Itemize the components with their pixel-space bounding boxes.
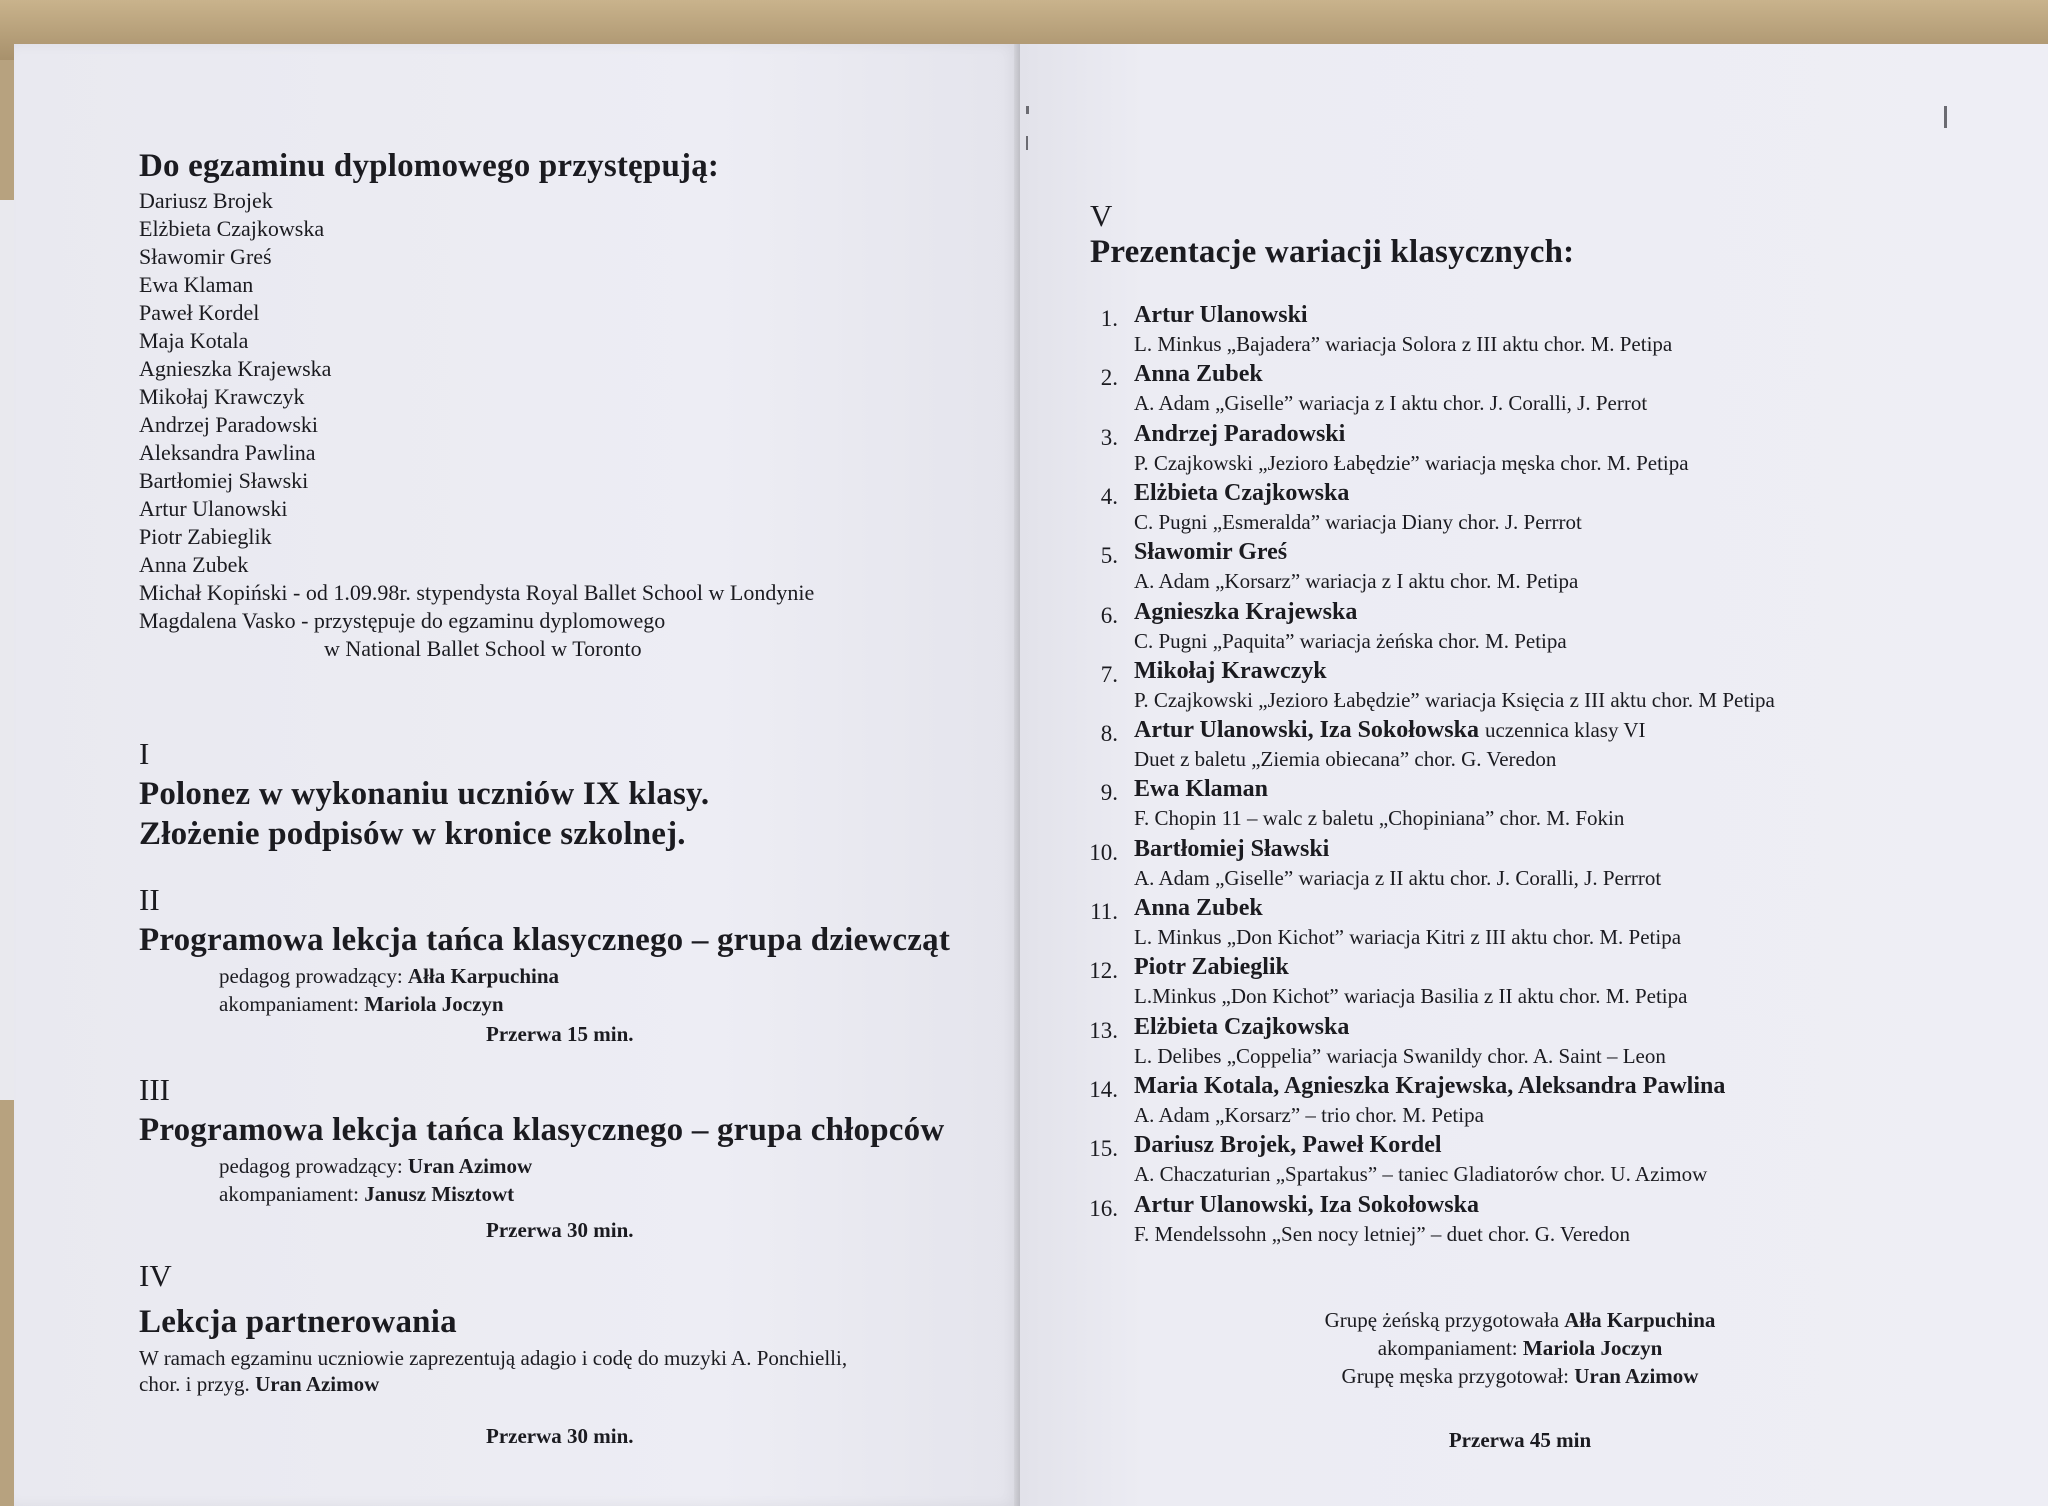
variation-number: 4. [1100,484,1118,509]
variation-piece: L. Minkus „Bajadera” wariacja Solora z III aktu chor. M. Petipa [1134,332,1673,356]
teacher-name: Ałła Karpuchina [407,964,560,988]
accompanist-name: Janusz Misztowt [364,1182,515,1206]
variation-piece: P. Czajkowski „Jezioro Łabędzie” wariacja Księcia z III aktu chor. M Petipa [1134,688,1775,712]
variation-performer-line [1134,776,1268,803]
performer-name: Elżbieta Czajkowska [1134,480,1350,506]
teacher-line [219,1154,532,1179]
section-ii-title: Programowa lekcja tańca klasycznego – grupa dziewcząt [139,922,951,958]
choreographer-name: Uran Azimow [255,1372,380,1396]
variation-performer-line [1134,480,1349,507]
section-i-line1: Polonez w wykonaniu uczniów IX klasy. [139,776,710,812]
candidate-name: Artur Ulanowski [139,496,288,521]
section-number: IV [139,1258,172,1293]
variation-number: 1. [1100,306,1118,331]
variation-number: 16. [1089,1196,1118,1221]
variation-piece: L.Minkus „Don Kichot” wariacja Basilia z II aktu chor. M. Petipa [1134,984,1688,1008]
accompaniment-label: akompaniament: [219,1182,359,1206]
section-i-line2: Złożenie podpisów w kronice szkolnej. [139,816,686,852]
accompaniment-line [219,1182,514,1207]
variation-number: 6. [1100,603,1118,628]
variation-number: 7. [1100,662,1118,687]
variation-number: 11. [1090,899,1118,924]
candidates-heading: Do egzaminu dyplomowego przystępują: [139,148,720,184]
performer-name: Maria Kotala, Agnieszka Krajewska, Aleksandra Pawlina [1134,1073,1726,1099]
candidates-list [139,187,814,663]
section-number: V [1090,198,1113,233]
variation-performer-line [1134,1073,1725,1100]
left-page [14,44,1020,1506]
variation-performer-line [1134,361,1263,388]
variation-performer-line [1134,954,1289,981]
print-mark [1944,106,1947,128]
section-number: III [139,1072,170,1107]
variation-number: 14. [1089,1077,1118,1102]
variation-number: 2. [1100,365,1118,390]
performer-note: uczennica klasy VI [1484,718,1646,742]
candidate-name: Andrzej Paradowski [139,412,319,437]
variation-piece: L. Minkus „Don Kichot” wariacja Kitri z III aktu chor. M. Petipa [1134,925,1682,949]
performer-name: Anna Zubek [1134,361,1263,387]
performer-name: Agnieszka Krajewska [1134,599,1358,625]
variation-piece: L. Delibes „Coppelia” wariacja Swanildy chor. A. Saint – Leon [1134,1044,1666,1068]
variation-piece: A. Adam „Korsarz” wariacja z I aktu chor. M. Petipa [1134,569,1579,593]
candidate-name: Agnieszka Krajewska [139,356,332,381]
variation-performer-line [1134,302,1308,329]
credits-line [1260,1364,1780,1389]
variation-piece: C. Pugni „Paquita” wariacja żeńska chor. M. Petipa [1134,629,1567,653]
variation-piece: A. Chaczaturian „Spartakus” – taniec Gladiatorów chor. U. Azimow [1134,1162,1708,1186]
variation-performer-line [1134,539,1287,566]
candidate-name: Piotr Zabieglik [139,524,272,549]
credits-label: Grupę męska przygotował: [1341,1364,1569,1388]
variation-number: 8. [1100,721,1118,746]
teacher-label: pedagog prowadzący: [219,1154,403,1178]
performer-name: Anna Zubek [1134,895,1263,921]
variation-performer-line [1134,1192,1479,1219]
variation-piece: C. Pugni „Esmeralda” wariacja Diany chor. J. Perrrot [1134,510,1582,534]
variation-number: 15. [1089,1136,1118,1161]
variation-number: 13. [1089,1018,1118,1043]
performer-name: Andrzej Paradowski [1134,421,1346,447]
candidate-name: Dariusz Brojek [139,188,273,213]
accompaniment-label: akompaniament: [219,992,359,1016]
candidate-name: Bartłomiej Sławski [139,468,309,493]
variation-performer-line [1134,658,1327,685]
teacher-name: Uran Azimow [407,1154,533,1178]
performer-name: Artur Ulanowski, Iza Sokołowska [1134,717,1479,743]
candidate-name: Ewa Klaman [139,272,254,297]
variation-number: 5. [1100,543,1118,568]
variation-piece: A. Adam „Korsarz” – trio chor. M. Petipa [1134,1103,1484,1127]
note-vasko: Magdalena Vasko - przystępuje do egzaminu dyplomowego [139,608,666,633]
variation-performer-line [1134,895,1263,922]
performer-name: Elżbieta Czajkowska [1134,1014,1350,1040]
break-label: Przerwa 30 min. [486,1218,634,1242]
candidate-name: Sławomir Greś [139,244,272,269]
candidate-name: Maja Kotala [139,328,249,353]
credits-name: Mariola Joczyn [1522,1336,1663,1360]
section-iii-title: Programowa lekcja tańca klasycznego – grupa chłopców [139,1112,945,1148]
variation-performer-line [1134,1014,1349,1041]
variation-piece: F. Chopin 11 – walc z baletu „Chopiniana” chor. M. Fokin [1134,806,1625,830]
variation-piece: Duet z baletu „Ziemia obiecana” chor. G. Veredon [1134,747,1557,771]
performer-name: Bartłomiej Sławski [1134,836,1330,862]
credits-line [1260,1336,1780,1361]
candidate-name: Elżbieta Czajkowska [139,216,325,241]
credits-label: Grupę żeńską przygotowała [1324,1308,1560,1332]
variation-performer-line [1134,1132,1442,1159]
section-iv-desc-cont [139,1372,379,1397]
performer-name: Ewa Klaman [1134,776,1269,802]
variations-heading: Prezentacje wariacji klasycznych: [1090,234,1575,270]
credits-name: Ałła Karpuchina [1564,1308,1716,1332]
teacher-label: pedagog prowadzący: [219,964,403,988]
variation-piece: P. Czajkowski „Jezioro Łabędzie” wariacja męska chor. M. Petipa [1134,451,1689,475]
section-iv-title: Lekcja partnerowania [139,1304,457,1340]
break-label: Przerwa 45 min [1448,1428,1592,1452]
section-number: II [139,882,160,917]
variation-piece: F. Mendelssohn „Sen nocy letniej” – duet chor. G. Veredon [1134,1222,1631,1246]
break-label: Przerwa 15 min. [486,1022,634,1046]
print-mark [1026,106,1029,114]
note-kopinski: Michał Kopiński - od 1.09.98r. stypendysta Royal Ballet School w Londynie [139,580,815,605]
section-number: I [139,736,150,771]
accompaniment-line [219,992,504,1017]
variation-number: 9. [1100,780,1118,805]
section-iv-desc: W ramach egzaminu uczniowie zaprezentują adagio i codę do muzyki A. Ponchielli, [139,1346,848,1370]
variation-performer-line [1134,421,1345,448]
variation-piece: A. Adam „Giselle” wariacja z II aktu chor. J. Coralli, J. Perrrot [1134,866,1662,890]
credits-label: akompaniament: [1377,1336,1518,1360]
note-vasko-cont: w National Ballet School w Toronto [324,636,642,661]
candidate-name: Paweł Kordel [139,300,260,325]
candidate-name: Anna Zubek [139,552,249,577]
teacher-line [219,964,559,989]
right-page [1020,44,2048,1506]
choreography-label: chor. i przyg. [139,1372,250,1396]
variation-performer-line [1134,717,1646,744]
credits-name: Uran Azimow [1574,1364,1699,1388]
credits-line [1260,1308,1780,1333]
variation-number: 3. [1100,425,1118,450]
performer-name: Dariusz Brojek, Paweł Kordel [1134,1132,1442,1158]
performer-name: Artur Ulanowski, Iza Sokołowska [1134,1192,1479,1218]
variation-number: 10. [1089,840,1118,865]
candidate-name: Mikołaj Krawczyk [139,384,305,409]
performer-name: Artur Ulanowski [1134,302,1308,328]
performer-name: Piotr Zabieglik [1134,954,1289,980]
accompanist-name: Mariola Joczyn [364,992,504,1016]
performer-name: Mikołaj Krawczyk [1134,658,1327,684]
variation-number: 12. [1089,958,1118,983]
variation-performer-line [1134,836,1329,863]
variations-list [1090,302,2010,1262]
performer-name: Sławomir Greś [1134,539,1288,565]
variation-piece: A. Adam „Giselle” wariacja z I aktu chor. J. Coralli, J. Perrot [1134,391,1648,415]
variation-performer-line [1134,599,1357,626]
print-mark [1026,136,1028,150]
break-label: Przerwa 30 min. [486,1424,634,1448]
candidate-name: Aleksandra Pawlina [139,440,316,465]
